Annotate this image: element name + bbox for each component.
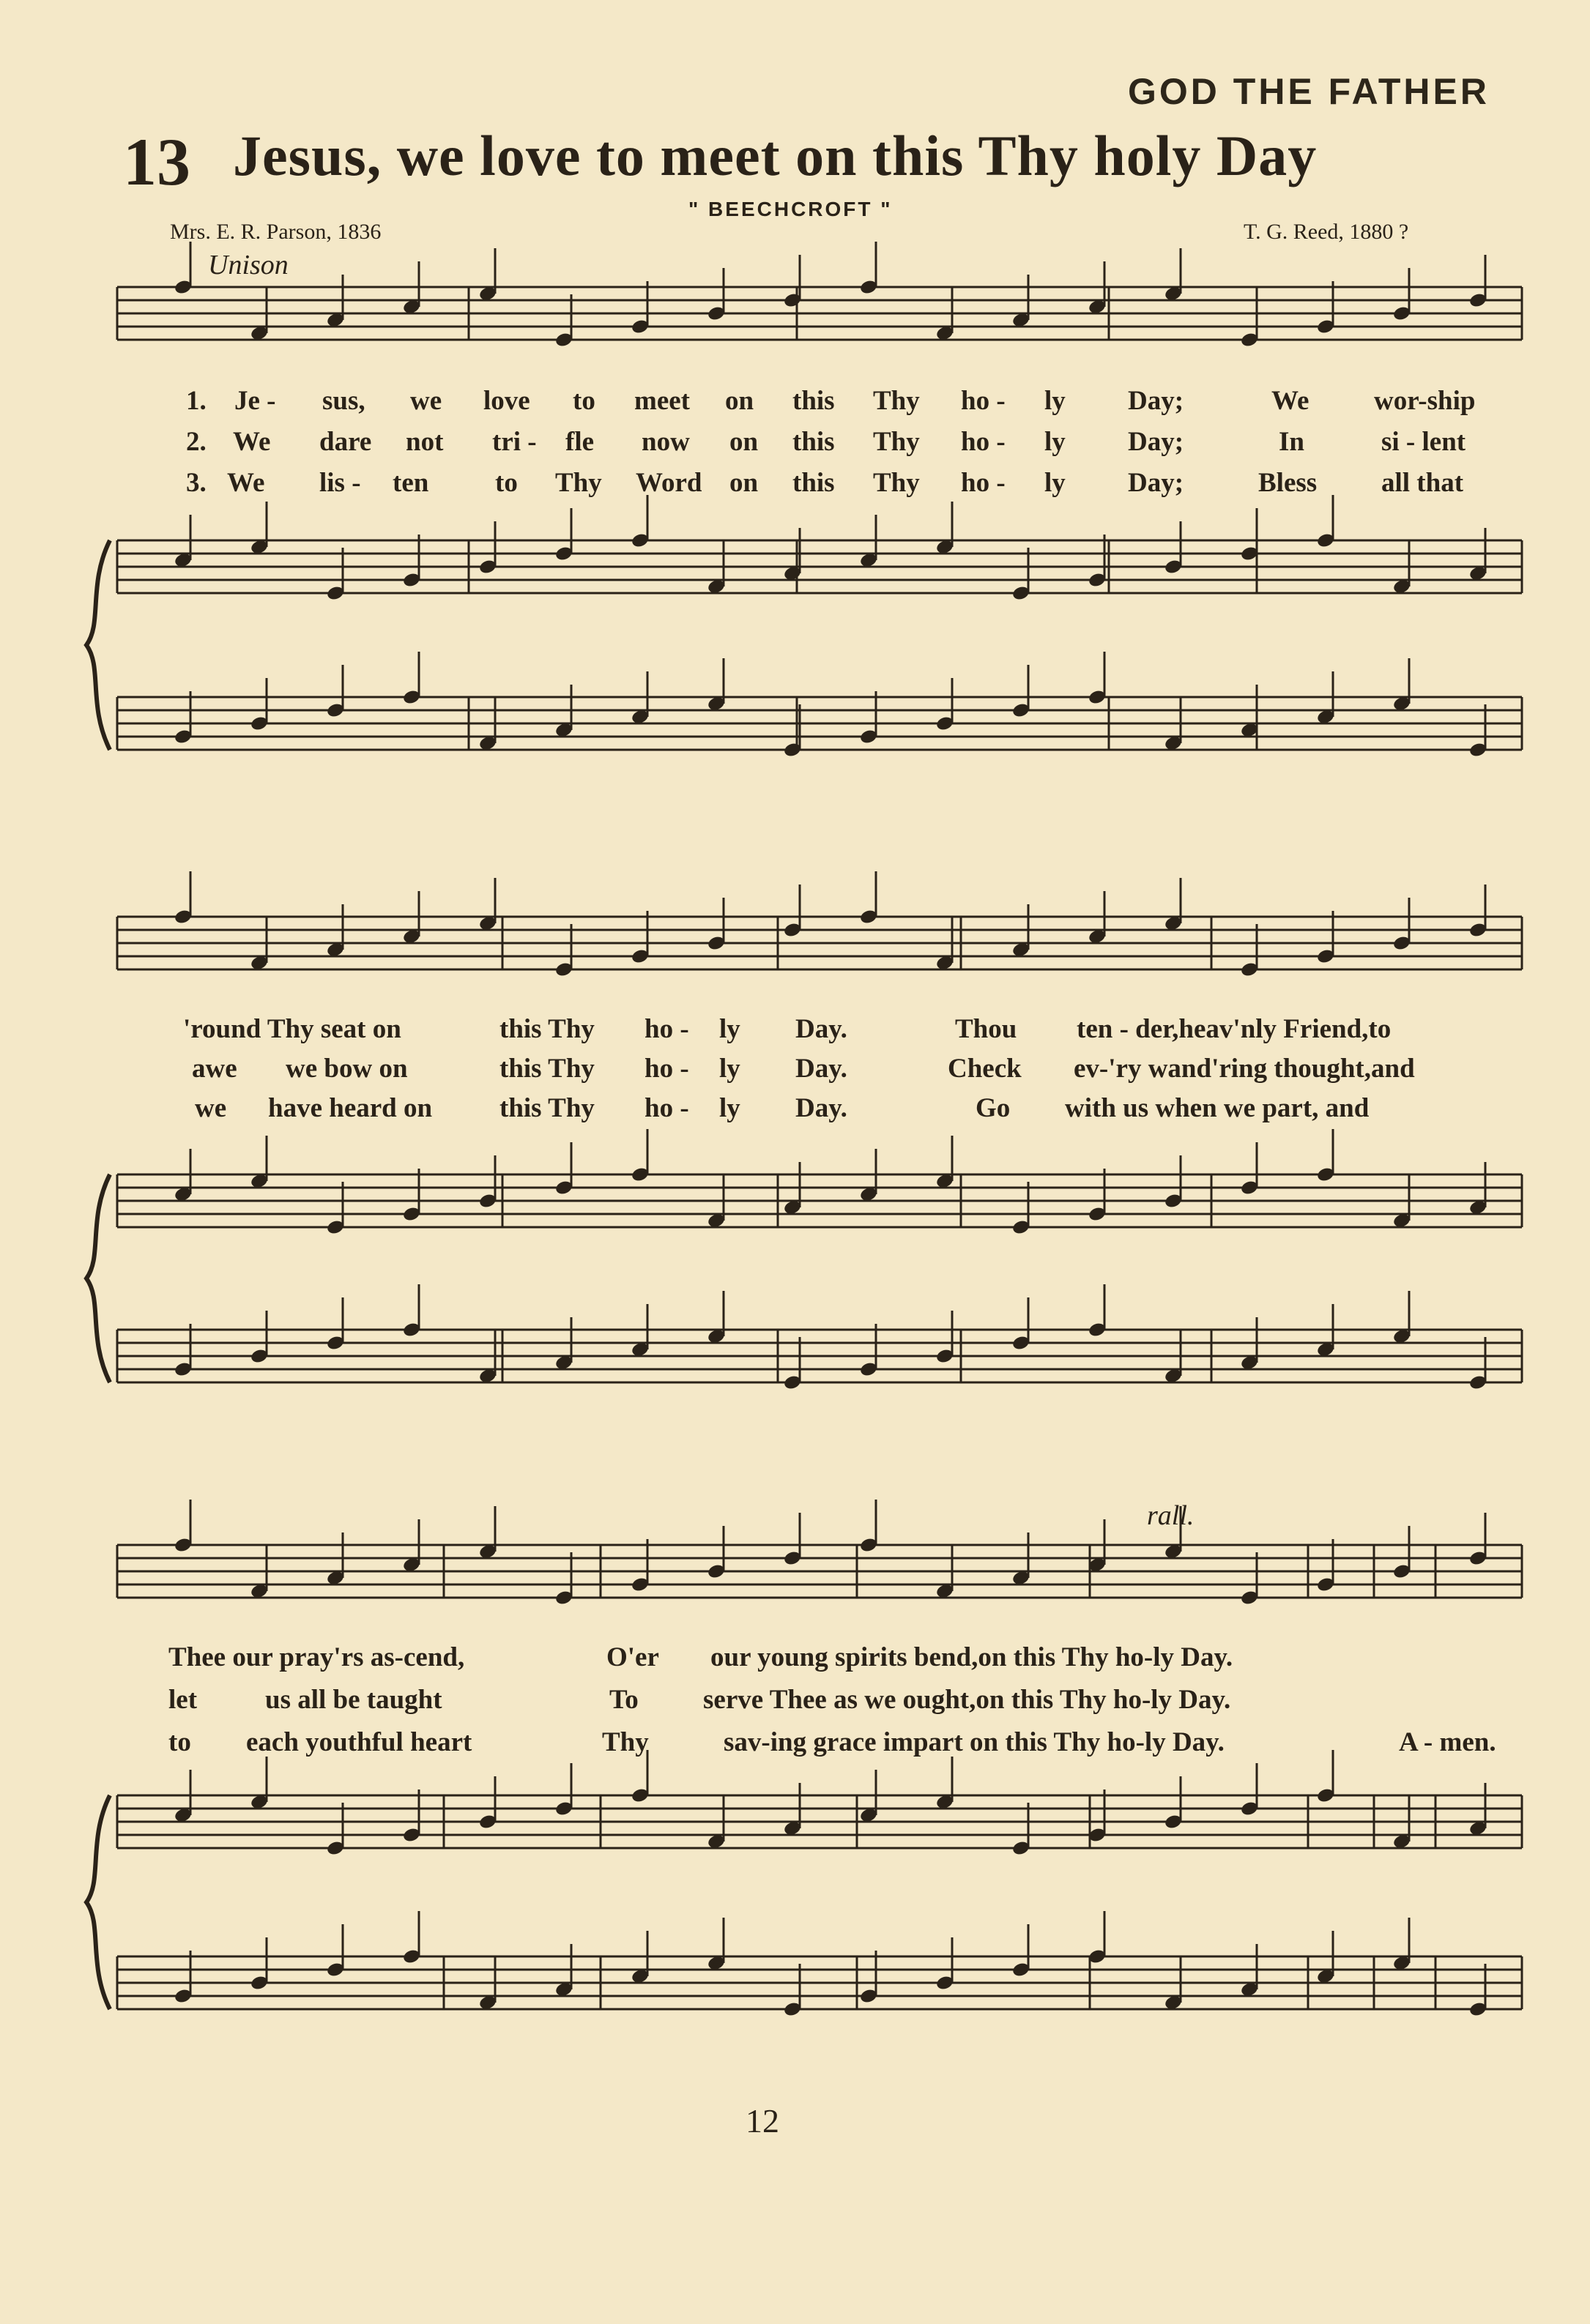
lyric-syllable: si - lent (1381, 427, 1466, 457)
lyric-syllable: Day. (795, 1093, 847, 1123)
lyric-syllable: each youthful heart (246, 1727, 472, 1757)
lyric-syllable: ly (1044, 386, 1066, 416)
verse-number: 1. (186, 386, 207, 416)
lyric-syllable: Thou (955, 1014, 1017, 1044)
lyric-syllable: this (792, 427, 835, 457)
lyric-syllable: In (1279, 427, 1304, 457)
lyric-syllable: let (168, 1685, 198, 1715)
lyric-syllable: on (729, 427, 759, 457)
lyric-syllable: on (729, 468, 759, 498)
lyric-syllable: Thy (555, 468, 602, 498)
hymn-number: 13 (123, 124, 190, 199)
lyric-syllable: Je - (234, 386, 276, 416)
lyric-syllable: Thy (873, 468, 920, 498)
lyric-syllable: ho - (644, 1093, 689, 1123)
lyric-syllable: A - men. (1399, 1727, 1496, 1757)
unison-marking: Unison (208, 250, 289, 280)
lyric-syllable: Check (948, 1054, 1022, 1084)
lyric-syllable: all that (1381, 468, 1464, 498)
lyric-syllable: this (792, 386, 835, 416)
lyric-line-s3-v1 (0, 1642, 1590, 1678)
hymn-title: Jesus, we love to meet on this Thy holy Day (233, 124, 1318, 187)
lyric-line-s2-v3 (0, 1092, 1590, 1129)
lyric-syllable: Day; (1128, 386, 1184, 416)
lyric-syllable: we (195, 1093, 227, 1123)
lyric-syllable: to (495, 468, 518, 498)
lyric-syllable: on (725, 386, 754, 416)
lyric-syllable: this Thy (499, 1093, 595, 1123)
lyric-syllable: wor-ship (1374, 386, 1476, 416)
lyric-syllable: meet (634, 386, 690, 416)
lyric-syllable: lis - (319, 468, 361, 498)
lyric-syllable: ly (1044, 427, 1066, 457)
rall-marking: rall. (1147, 1500, 1195, 1531)
lyric-syllable: We (233, 427, 271, 457)
lyric-syllable: ly (719, 1014, 740, 1044)
lyric-line-s1-v1 (0, 385, 1590, 422)
lyric-syllable: we (410, 386, 442, 416)
lyric-syllable: ten - der,heav'nly Friend,to (1077, 1014, 1392, 1044)
lyric-syllable: not (406, 427, 444, 457)
lyric-syllable: Day; (1128, 468, 1184, 498)
lyric-syllable: Thy (602, 1727, 649, 1757)
brace (86, 1795, 110, 2009)
tune-name: " BEECHCROFT " (688, 198, 893, 220)
composer-credit: T. G. Reed, 1880 ? (1244, 220, 1409, 244)
lyric-syllable: fle (565, 427, 595, 457)
lyric-syllable: Bless (1258, 468, 1318, 498)
lyric-syllable: Word (636, 468, 702, 498)
lyric-syllable: 'round Thy seat on (183, 1014, 401, 1044)
lyric-syllable: ten (393, 468, 429, 498)
lyric-syllable: Day. (795, 1054, 847, 1084)
lyric-syllable: to (168, 1727, 191, 1757)
brace (86, 540, 110, 750)
lyric-syllable: Go (976, 1093, 1011, 1123)
verse-number: 3. (186, 468, 207, 498)
lyric-syllable: love (483, 386, 530, 416)
lyric-syllable: our young spirits bend,on this Thy ho-ly Day. (710, 1642, 1233, 1672)
lyric-syllable: sus, (322, 386, 365, 416)
lyric-syllable: ho - (961, 427, 1006, 457)
lyric-syllable: this Thy (499, 1054, 595, 1084)
author-credit: Mrs. E. R. Parson, 1836 (170, 220, 382, 244)
lyric-syllable: ho - (961, 386, 1006, 416)
lyric-syllable: We (1271, 386, 1309, 416)
lyric-syllable: this (792, 468, 835, 498)
lyric-syllable: ly (719, 1093, 740, 1123)
lyric-syllable: serve Thee as we ought,on this Thy ho-ly Day. (703, 1685, 1231, 1715)
lyric-line-s3-v3 (0, 1727, 1590, 1763)
lyric-line-s2-v2 (0, 1053, 1590, 1090)
lyric-syllable: tri - (492, 427, 537, 457)
lyric-syllable: Thy (873, 386, 920, 416)
lyric-syllable: Day; (1128, 427, 1184, 457)
lyric-syllable: ho - (961, 468, 1006, 498)
page-number: 12 (746, 2102, 779, 2139)
brace (86, 1174, 110, 1382)
lyric-syllable: ev-'ry wand'ring thought,and (1074, 1054, 1415, 1084)
lyric-syllable: O'er (606, 1642, 659, 1672)
lyric-syllable: ly (1044, 468, 1066, 498)
lyric-syllable: with us when we part, and (1065, 1093, 1370, 1123)
lyric-syllable: us all be taught (265, 1685, 442, 1715)
lyric-syllable: we bow on (286, 1054, 408, 1084)
lyric-line-s3-v2 (0, 1684, 1590, 1721)
lyric-syllable: Thy (873, 427, 920, 457)
lyric-syllable: ly (719, 1054, 740, 1084)
lyric-line-s1-v2 (0, 426, 1590, 463)
lyric-syllable: dare (319, 427, 372, 457)
lyric-syllable: now (642, 427, 690, 457)
section-heading: GOD THE FATHER (1128, 71, 1490, 112)
lyric-line-s1-v3 (0, 467, 1590, 504)
verse-number: 2. (186, 427, 207, 457)
lyric-syllable: Thee our pray'rs as-cend, (168, 1642, 465, 1672)
lyric-syllable: this Thy (499, 1014, 595, 1044)
lyric-syllable: We (227, 468, 265, 498)
lyric-syllable: To (609, 1685, 639, 1715)
lyric-line-s2-v1 (0, 1013, 1590, 1050)
lyric-syllable: ho - (644, 1014, 689, 1044)
lyric-syllable: sav-ing grace impart on this Thy ho-ly Day. (724, 1727, 1225, 1757)
lyric-syllable: awe (192, 1054, 237, 1084)
lyric-syllable: Day. (795, 1014, 847, 1044)
lyric-syllable: have heard on (268, 1093, 433, 1123)
lyric-syllable: ho - (644, 1054, 689, 1084)
lyric-syllable: to (573, 386, 595, 416)
